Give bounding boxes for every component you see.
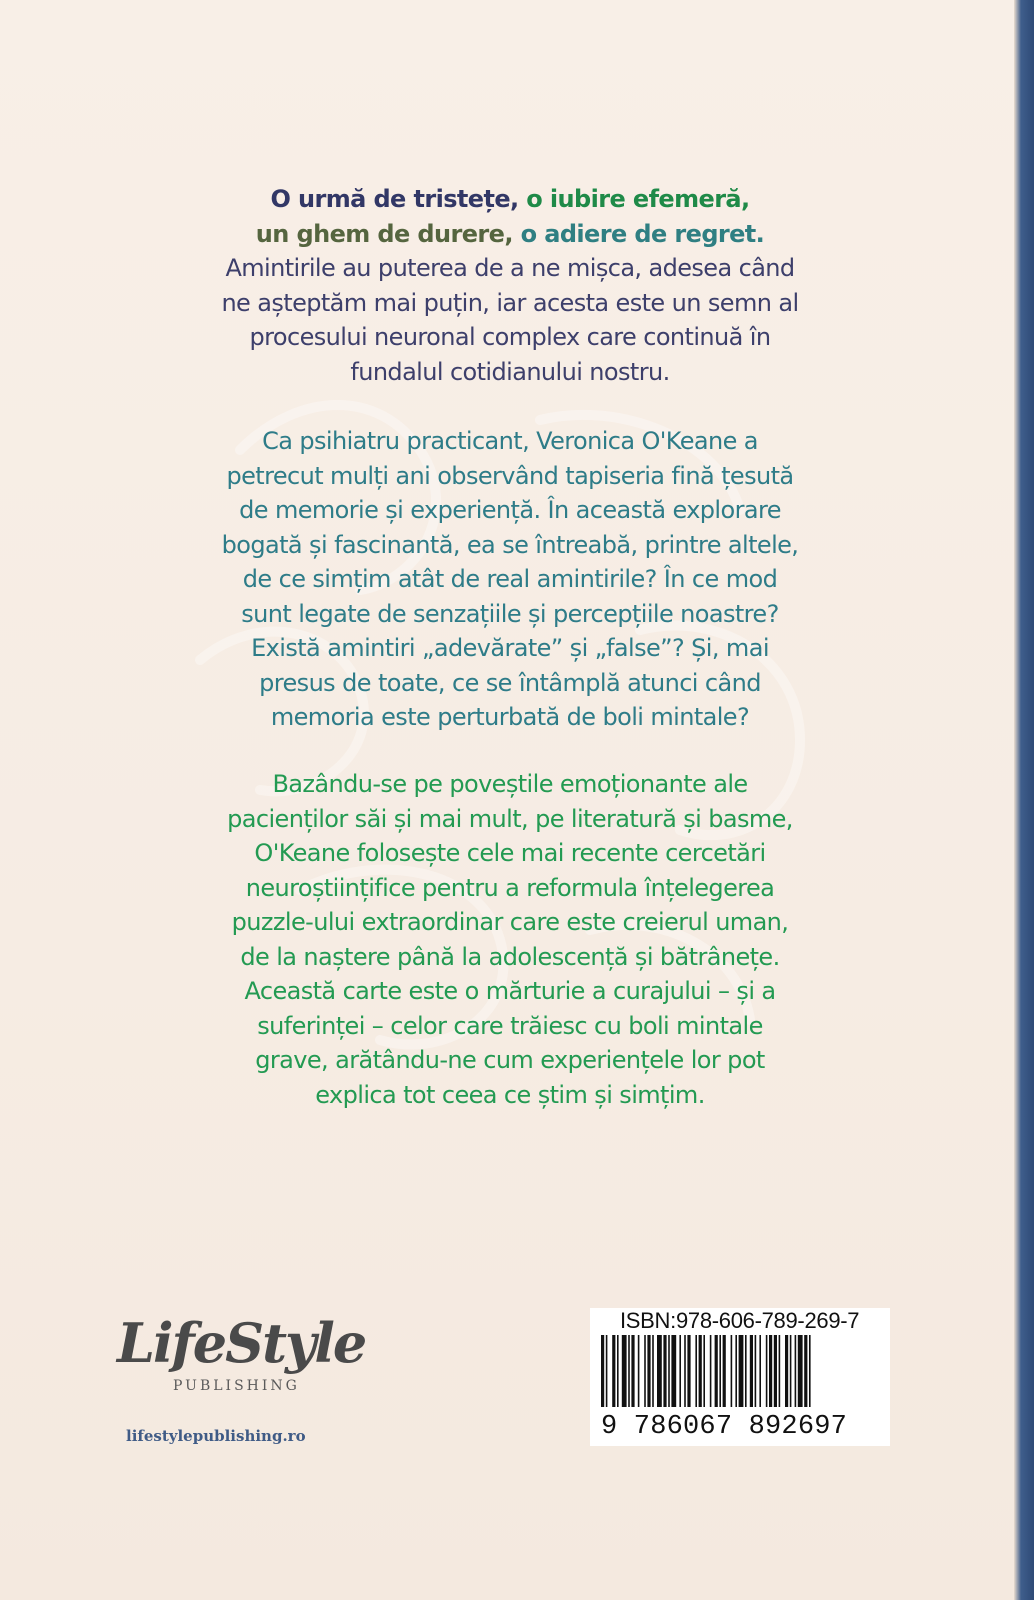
blurb-line: Această carte este o mărturie a curajului – și a <box>244 977 776 1005</box>
blurb-intro <box>140 182 880 389</box>
blurb-paragraph-3 <box>140 767 880 1112</box>
publisher-logo-wordmark: LifeStyle <box>117 1311 366 1375</box>
blurb-line: Există amintiri „adevărate” și „false”? Și, mai <box>251 634 769 662</box>
blurb-line: Amintirile au puterea de a ne mișca, adesea când <box>225 254 795 282</box>
blurb-line: puzzle-ului extraordinar care este creierul uman, <box>231 908 789 936</box>
barcode-digits: 9 786067 892697 <box>601 1412 848 1442</box>
blurb-line: O urmă de tristețe, o iubire efemeră, <box>270 185 750 213</box>
blurb-line: petrecut mulți ani observând tapiseria fină țesută <box>226 461 794 490</box>
spine-edge <box>1014 0 1034 1600</box>
barcode-image <box>597 1335 883 1407</box>
blurb-line: fundalul cotidianului nostru. <box>350 357 670 386</box>
blurb-line: Ca psihiatru practicant, Veronica O'Keane a <box>262 427 758 455</box>
blurb-line: de ce simțim atât de real amintirile? În ce mod <box>242 565 778 593</box>
blurb-line: bogată și fascinantă, ea se întreabă, printre altele, <box>221 530 799 559</box>
blurb-line: pacienților săi și mai mult, pe literatură și basme, <box>227 804 793 833</box>
publisher-url: lifestylepublishing.ro <box>126 1427 306 1445</box>
blurb-line: presus de toate, ce se întâmplă atunci când <box>259 668 761 697</box>
blurb-line: procesului neuronal complex care continuă în <box>249 323 771 351</box>
blurb-line: un ghem de durere, o adiere de regret. <box>255 219 765 248</box>
blurb-line: sunt legate de senzațiile și percepțiile noastre? <box>241 599 779 628</box>
blurb-line: suferinței – celor care trăiesc cu boli mintale <box>257 1011 763 1040</box>
blurb-line: memoria este perturbată de boli mintale? <box>270 703 750 731</box>
blurb-line: explica tot ceea ce știm și simțim. <box>315 1080 705 1109</box>
blurb-line: Bazându-se pe poveștile emoționante ale <box>272 770 748 798</box>
blurb-line: neuroștiințifice pentru a reformula înțelegerea <box>245 873 775 902</box>
blurb-line: ne așteptăm mai puțin, iar acesta este un semn al <box>221 288 799 317</box>
blurb-line: grave, arătându-ne cum experiențele lor pot <box>255 1046 765 1074</box>
blurb-paragraph-2 <box>140 424 880 735</box>
blurb-line: O'Keane folosește cele mai recente cercetări <box>254 839 766 867</box>
publisher-logo <box>117 1311 366 1394</box>
blurb-line: de memorie și experiență. În această explorare <box>239 496 781 524</box>
blurb-line: de la naștere până la adolescență și bătrânețe. <box>240 942 780 971</box>
isbn-label: ISBN:978-606-789-269-7 <box>620 1308 860 1333</box>
publisher-logo-subtitle: PUBLISHING <box>173 1378 300 1394</box>
